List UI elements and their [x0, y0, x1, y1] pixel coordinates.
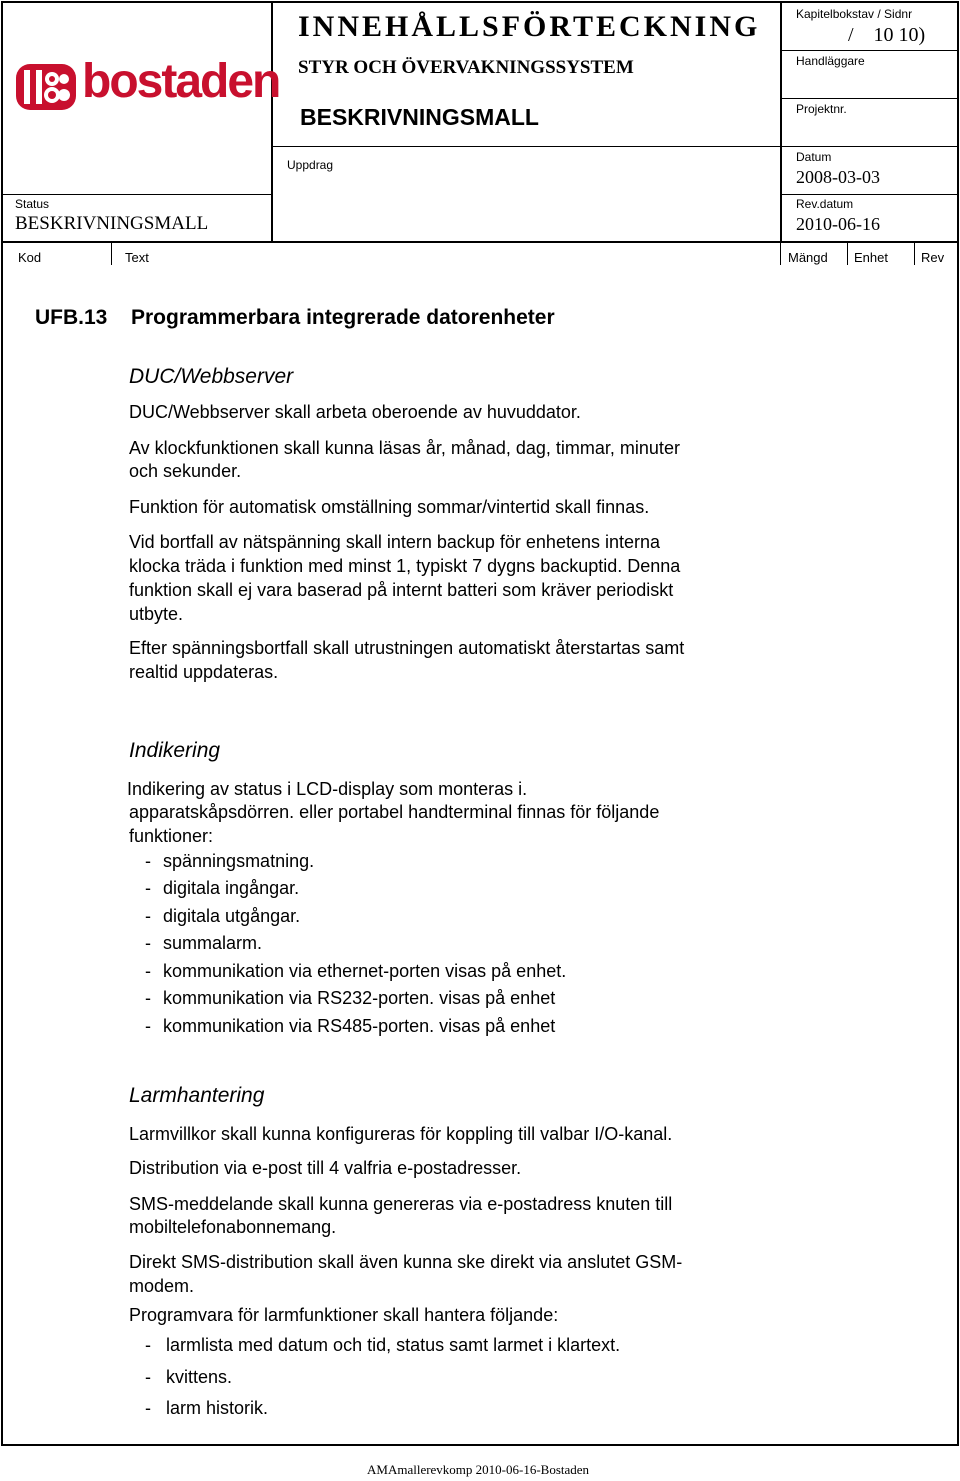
- list-item: [145, 1016, 556, 1037]
- list-item: [145, 933, 263, 954]
- col-divider-text: [780, 243, 781, 265]
- dash-marker: -: [145, 933, 151, 953]
- larm-paragraph-4-line-2: modem.: [129, 1276, 195, 1296]
- duc-paragraph-1: DUC/Webbserver skall arbeta oberoende av huvuddator.: [129, 402, 581, 422]
- indikering-intro-line-2: apparatskåpsdörren. eller portabel handterminal finnas för följande: [129, 802, 660, 822]
- indikering-heading: Indikering: [129, 739, 221, 762]
- list-item: [145, 878, 300, 899]
- status-label: Status: [15, 197, 50, 211]
- list-item-text: kommunikation via RS232-porten. visas på enhet: [163, 988, 556, 1008]
- larm-paragraph-3-line-2: mobiltelefonabonnemang.: [129, 1217, 337, 1237]
- indikering-intro-line-1: Indikering av status i LCD-display som monteras i.: [127, 779, 528, 799]
- column-kod: Kod: [18, 250, 42, 265]
- column-enhet: Enhet: [854, 250, 888, 265]
- duc-paragraph-4-line-3: funktion skall ej vara baserad på internt batteri som kräver periodiskt: [129, 580, 674, 600]
- dash-marker: -: [145, 1367, 151, 1387]
- list-item-text: digitala utgångar.: [163, 906, 301, 926]
- duc-paragraph-4-line-4: utbyte.: [129, 604, 184, 624]
- larm-paragraph-1: Larmvillkor skall kunna konfigureras för koppling till valbar I/O-kanal.: [129, 1124, 673, 1144]
- dash-marker: -: [145, 878, 151, 898]
- company-logo: [14, 55, 280, 116]
- kapitel-label: Kapitelbokstav / Sidnr: [796, 7, 913, 21]
- handlaggare-label: Handläggare: [796, 54, 865, 68]
- frame-bottom: [1, 1444, 959, 1446]
- template-name: BESKRIVNINGSMALL: [300, 104, 539, 130]
- header-bottom: [1, 241, 959, 243]
- duc-paragraph-4-line-1: Vid bortfall av nätspänning skall intern backup för enhetens interna: [129, 532, 661, 552]
- revdatum-label: Rev.datum: [796, 197, 854, 211]
- header-rule-4: [781, 194, 958, 195]
- column-rev: Rev: [921, 250, 945, 265]
- datum-label: Datum: [796, 150, 832, 164]
- list-item: [145, 961, 567, 982]
- kapitel-value: / 10 10): [848, 24, 926, 46]
- column-mangd: Mängd: [788, 250, 828, 265]
- projektnr-label: Projektnr.: [796, 102, 847, 116]
- list-item: [145, 1398, 269, 1419]
- dash-marker: -: [145, 1398, 151, 1418]
- frame-right: [957, 1, 959, 1446]
- logo-wordmark: bostaden: [82, 55, 280, 108]
- list-item: [145, 988, 556, 1009]
- header-divider-left: [271, 1, 273, 242]
- list-item: [145, 851, 315, 872]
- larm-paragraph-2: Distribution via e-post till 4 valfria e-postadresser.: [129, 1158, 522, 1178]
- list-item-text: larmlista med datum och tid, status samt larmet i klartext.: [166, 1335, 621, 1355]
- list-item-text: larm historik.: [166, 1398, 269, 1418]
- section-title: Programmerbara integrerade datorenheter: [131, 306, 555, 329]
- indikering-intro-line-3: funktioner:: [129, 826, 214, 846]
- col-divider-kod: [111, 243, 112, 265]
- revdatum-value: 2010-06-16: [796, 214, 880, 234]
- list-item: [145, 906, 301, 927]
- dash-marker: -: [145, 851, 151, 871]
- header-rule-2: [781, 98, 958, 99]
- document-subtitle: STYR OCH ÖVERVAKNINGSSYSTEM: [298, 57, 634, 78]
- frame-top: [1, 1, 958, 3]
- duc-paragraph-4-line-2: klocka träda i funktion med minst 1, typiskt 7 dygns backuptid. Denna: [129, 556, 681, 576]
- duc-paragraph-3: Funktion för automatisk omställning sommar/vintertid skall finnas.: [129, 497, 650, 517]
- column-text: Text: [125, 250, 149, 265]
- duc-paragraph-2-line-1: Av klockfunktionen skall kunna läsas år, månad, dag, timmar, minuter: [129, 438, 680, 458]
- larm-paragraph-4-line-1: Direkt SMS-distribution skall även kunna ske direkt via anslutet GSM-: [129, 1252, 683, 1272]
- list-item: [145, 1367, 233, 1388]
- list-item-text: spänningsmatning.: [163, 851, 315, 871]
- list-item: [145, 1335, 621, 1356]
- section-code: UFB.13: [35, 306, 108, 329]
- header-rule-3: [271, 146, 958, 147]
- duc-paragraph-2-line-2: och sekunder.: [129, 461, 242, 481]
- list-item-text: summalarm.: [163, 933, 263, 953]
- dash-marker: -: [145, 988, 151, 1008]
- larm-paragraph-5: Programvara för larmfunktioner skall hantera följande:: [129, 1305, 559, 1325]
- col-divider-enhet: [914, 243, 915, 265]
- dash-marker: -: [145, 1335, 151, 1355]
- uppdrag-label: Uppdrag: [287, 158, 334, 172]
- document-title: INNEHÅLLSFÖRTECKNING: [298, 10, 761, 43]
- frame-left: [1, 1, 3, 1446]
- datum-value: 2008-03-03: [796, 167, 880, 187]
- dash-marker: -: [145, 906, 151, 926]
- status-value: BESKRIVNINGSMALL: [15, 213, 209, 234]
- duc-paragraph-5-line-2: realtid uppdateras.: [129, 662, 279, 682]
- list-item-text: kvittens.: [166, 1367, 233, 1387]
- footer-text: AMAmallerevkomp 2010-06-16-Bostaden: [367, 1462, 590, 1477]
- header-rule-5: [1, 194, 273, 195]
- list-item-text: kommunikation via RS485-porten. visas på enhet: [163, 1016, 556, 1036]
- list-item-text: kommunikation via ethernet-porten visas på enhet.: [163, 961, 567, 981]
- larm-paragraph-3-line-1: SMS-meddelande skall kunna genereras via e-postadress knuten till: [129, 1194, 673, 1214]
- col-divider-mangd: [847, 243, 848, 265]
- duc-paragraph-5-line-1: Efter spänningsbortfall skall utrustningen automatiskt återstartas samt: [129, 638, 685, 658]
- dash-marker: -: [145, 1016, 151, 1036]
- dash-marker: -: [145, 961, 151, 981]
- header-divider-right: [780, 1, 782, 242]
- list-item-text: digitala ingångar.: [163, 878, 300, 898]
- duc-heading: DUC/Webbserver: [129, 365, 294, 388]
- larm-heading: Larmhantering: [129, 1084, 265, 1107]
- header-rule-1: [781, 50, 958, 51]
